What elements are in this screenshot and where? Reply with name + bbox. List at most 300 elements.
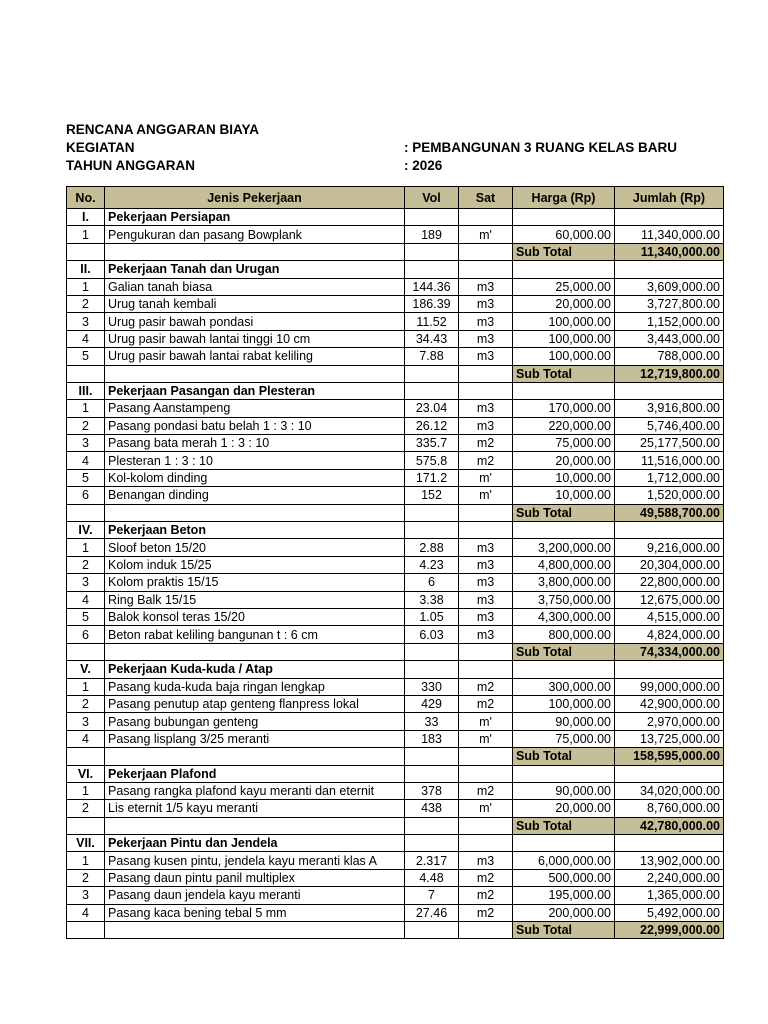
item-number: 5 xyxy=(67,608,105,625)
item-unit: m2 xyxy=(459,435,513,452)
empty-cell xyxy=(405,643,459,660)
item-number: 4 xyxy=(67,730,105,747)
subtotal-value: 11,340,000.00 xyxy=(615,243,724,260)
item-price: 3,800,000.00 xyxy=(513,574,615,591)
subtotal-label: Sub Total xyxy=(513,365,615,382)
item-price: 60,000.00 xyxy=(513,226,615,243)
item-amount: 1,520,000.00 xyxy=(615,487,724,504)
item-name: Pasang kusen pintu, jendela kayu meranti klas A xyxy=(105,852,405,869)
table-row xyxy=(67,800,724,817)
empty-cell xyxy=(459,209,513,226)
item-number: 1 xyxy=(67,539,105,556)
item-unit: m3 xyxy=(459,417,513,434)
item-amount: 1,365,000.00 xyxy=(615,887,724,904)
table-row xyxy=(67,730,724,747)
section-header-row xyxy=(67,835,724,852)
subtotal-value: 49,588,700.00 xyxy=(615,504,724,521)
empty-cell xyxy=(405,835,459,852)
item-unit: m' xyxy=(459,226,513,243)
empty-cell xyxy=(513,765,615,782)
empty-cell xyxy=(67,643,105,660)
table-row xyxy=(67,539,724,556)
item-amount: 12,675,000.00 xyxy=(615,591,724,608)
empty-cell xyxy=(405,365,459,382)
empty-cell xyxy=(513,261,615,278)
empty-cell xyxy=(459,522,513,539)
subtotal-row xyxy=(67,748,724,765)
subtotal-row xyxy=(67,643,724,660)
column-header-sat: Sat xyxy=(459,187,513,209)
table-row xyxy=(67,435,724,452)
item-volume: 2.88 xyxy=(405,539,459,556)
item-volume: 330 xyxy=(405,678,459,695)
item-price: 170,000.00 xyxy=(513,400,615,417)
empty-cell xyxy=(615,765,724,782)
item-volume: 3.38 xyxy=(405,591,459,608)
item-price: 100,000.00 xyxy=(513,313,615,330)
column-header-jumlah: Jumlah (Rp) xyxy=(615,187,724,209)
table-row xyxy=(67,591,724,608)
empty-cell xyxy=(615,261,724,278)
empty-cell xyxy=(513,209,615,226)
item-number: 1 xyxy=(67,678,105,695)
item-price: 800,000.00 xyxy=(513,626,615,643)
tahun-value: : 2026 xyxy=(404,158,443,173)
section-title: Pekerjaan Kuda-kuda / Atap xyxy=(105,661,405,678)
item-name: Pasang lisplang 3/25 meranti xyxy=(105,730,405,747)
section-header-row xyxy=(67,661,724,678)
item-name: Pasang bata merah 1 : 3 : 10 xyxy=(105,435,405,452)
subtotal-label: Sub Total xyxy=(513,243,615,260)
item-volume: 6 xyxy=(405,574,459,591)
tahun-label: TAHUN ANGGARAN xyxy=(66,158,195,173)
item-name: Pengukuran dan pasang Bowplank xyxy=(105,226,405,243)
empty-cell xyxy=(459,643,513,660)
item-volume: 378 xyxy=(405,782,459,799)
kegiatan-value: : PEMBANGUNAN 3 RUANG KELAS BARU xyxy=(404,140,678,155)
table-row xyxy=(67,295,724,312)
item-price: 75,000.00 xyxy=(513,730,615,747)
empty-cell xyxy=(459,243,513,260)
item-name: Kolom praktis 15/15 xyxy=(105,574,405,591)
subtotal-value: 42,780,000.00 xyxy=(615,817,724,834)
item-amount: 3,727,800.00 xyxy=(615,295,724,312)
item-price: 75,000.00 xyxy=(513,435,615,452)
section-number: IV. xyxy=(67,522,105,539)
table-row xyxy=(67,887,724,904)
empty-cell xyxy=(615,382,724,399)
empty-cell xyxy=(459,748,513,765)
empty-cell xyxy=(67,922,105,939)
document-title: RENCANA ANGGARAN BIAYA xyxy=(66,122,260,137)
empty-cell xyxy=(405,817,459,834)
item-name: Beton rabat keliling bangunan t : 6 cm xyxy=(105,626,405,643)
item-unit: m' xyxy=(459,800,513,817)
item-volume: 6.03 xyxy=(405,626,459,643)
item-unit: m3 xyxy=(459,591,513,608)
table-row xyxy=(67,713,724,730)
item-price: 500,000.00 xyxy=(513,869,615,886)
item-name: Balok konsol teras 15/20 xyxy=(105,608,405,625)
item-unit: m3 xyxy=(459,608,513,625)
item-amount: 5,492,000.00 xyxy=(615,904,724,921)
empty-cell xyxy=(405,382,459,399)
empty-cell xyxy=(615,209,724,226)
item-unit: m3 xyxy=(459,556,513,573)
item-number: 2 xyxy=(67,695,105,712)
subtotal-value: 158,595,000.00 xyxy=(615,748,724,765)
empty-cell xyxy=(405,261,459,278)
section-number: I. xyxy=(67,209,105,226)
item-amount: 5,746,400.00 xyxy=(615,417,724,434)
empty-cell xyxy=(459,382,513,399)
section-header-row xyxy=(67,522,724,539)
table-row xyxy=(67,782,724,799)
item-volume: 11.52 xyxy=(405,313,459,330)
section-number: III. xyxy=(67,382,105,399)
item-number: 6 xyxy=(67,626,105,643)
empty-cell xyxy=(105,817,405,834)
column-header-no: No. xyxy=(67,187,105,209)
table-row xyxy=(67,226,724,243)
item-number: 2 xyxy=(67,556,105,573)
item-price: 90,000.00 xyxy=(513,782,615,799)
table-row xyxy=(67,574,724,591)
item-unit: m3 xyxy=(459,295,513,312)
section-number: VI. xyxy=(67,765,105,782)
item-name: Galian tanah biasa xyxy=(105,278,405,295)
item-number: 2 xyxy=(67,417,105,434)
table-row xyxy=(67,695,724,712)
empty-cell xyxy=(459,817,513,834)
section-number: VII. xyxy=(67,835,105,852)
item-amount: 3,916,800.00 xyxy=(615,400,724,417)
item-amount: 788,000.00 xyxy=(615,348,724,365)
item-volume: 171.2 xyxy=(405,469,459,486)
empty-cell xyxy=(105,243,405,260)
item-price: 20,000.00 xyxy=(513,295,615,312)
item-price: 100,000.00 xyxy=(513,348,615,365)
item-amount: 25,177,500.00 xyxy=(615,435,724,452)
item-name: Urug tanah kembali xyxy=(105,295,405,312)
empty-cell xyxy=(459,504,513,521)
item-name: Pasang kaca bening tebal 5 mm xyxy=(105,904,405,921)
subtotal-row xyxy=(67,922,724,939)
item-unit: m3 xyxy=(459,574,513,591)
item-number: 1 xyxy=(67,226,105,243)
item-name: Pasang penutup atap genteng flanpress lokal xyxy=(105,695,405,712)
item-name: Kol-kolom dinding xyxy=(105,469,405,486)
item-name: Kolom induk 15/25 xyxy=(105,556,405,573)
item-volume: 335.7 xyxy=(405,435,459,452)
item-volume: 34.43 xyxy=(405,330,459,347)
item-volume: 429 xyxy=(405,695,459,712)
item-number: 3 xyxy=(67,887,105,904)
item-amount: 2,240,000.00 xyxy=(615,869,724,886)
subtotal-row xyxy=(67,817,724,834)
item-name: Pasang daun pintu panil multiplex xyxy=(105,869,405,886)
item-number: 4 xyxy=(67,330,105,347)
subtotal-label: Sub Total xyxy=(513,504,615,521)
subtotal-label: Sub Total xyxy=(513,748,615,765)
empty-cell xyxy=(105,365,405,382)
item-unit: m3 xyxy=(459,539,513,556)
empty-cell xyxy=(459,835,513,852)
item-name: Urug pasir bawah pondasi xyxy=(105,313,405,330)
item-number: 4 xyxy=(67,904,105,921)
item-price: 3,200,000.00 xyxy=(513,539,615,556)
column-header-jenis-pekerjaan: Jenis Pekerjaan xyxy=(105,187,405,209)
subtotal-label: Sub Total xyxy=(513,817,615,834)
item-unit: m3 xyxy=(459,313,513,330)
item-unit: m2 xyxy=(459,678,513,695)
item-unit: m3 xyxy=(459,330,513,347)
table-row xyxy=(67,852,724,869)
empty-cell xyxy=(105,504,405,521)
empty-cell xyxy=(513,835,615,852)
empty-cell xyxy=(459,922,513,939)
section-title: Pekerjaan Pasangan dan Plesteran xyxy=(105,382,405,399)
item-amount: 22,800,000.00 xyxy=(615,574,724,591)
item-unit: m2 xyxy=(459,782,513,799)
table-row xyxy=(67,869,724,886)
item-amount: 42,900,000.00 xyxy=(615,695,724,712)
table-row xyxy=(67,400,724,417)
item-name: Benangan dinding xyxy=(105,487,405,504)
item-amount: 1,712,000.00 xyxy=(615,469,724,486)
column-header-harga: Harga (Rp) xyxy=(513,187,615,209)
item-amount: 8,760,000.00 xyxy=(615,800,724,817)
table-row xyxy=(67,278,724,295)
item-volume: 26.12 xyxy=(405,417,459,434)
item-name: Pasang pondasi batu belah 1 : 3 : 10 xyxy=(105,417,405,434)
item-number: 3 xyxy=(67,574,105,591)
table-row xyxy=(67,469,724,486)
item-unit: m3 xyxy=(459,348,513,365)
item-amount: 3,443,000.00 xyxy=(615,330,724,347)
empty-cell xyxy=(67,243,105,260)
empty-cell xyxy=(459,661,513,678)
empty-cell xyxy=(513,382,615,399)
table-row xyxy=(67,678,724,695)
section-title: Pekerjaan Plafond xyxy=(105,765,405,782)
item-volume: 7.88 xyxy=(405,348,459,365)
item-price: 25,000.00 xyxy=(513,278,615,295)
empty-cell xyxy=(405,209,459,226)
item-volume: 33 xyxy=(405,713,459,730)
section-header-row xyxy=(67,382,724,399)
empty-cell xyxy=(405,661,459,678)
item-name: Urug pasir bawah lantai rabat keliling xyxy=(105,348,405,365)
item-amount: 20,304,000.00 xyxy=(615,556,724,573)
item-name: Pasang rangka plafond kayu meranti dan eternit xyxy=(105,782,405,799)
table-body xyxy=(67,209,724,939)
item-amount: 4,515,000.00 xyxy=(615,608,724,625)
budget-table xyxy=(66,186,724,939)
item-unit: m3 xyxy=(459,626,513,643)
item-number: 4 xyxy=(67,452,105,469)
item-unit: m3 xyxy=(459,278,513,295)
empty-cell xyxy=(405,922,459,939)
item-amount: 11,340,000.00 xyxy=(615,226,724,243)
item-name: Pasang daun jendela kayu meranti xyxy=(105,887,405,904)
item-name: Pasang kuda-kuda baja ringan lengkap xyxy=(105,678,405,695)
item-volume: 2.317 xyxy=(405,852,459,869)
item-volume: 438 xyxy=(405,800,459,817)
item-unit: m' xyxy=(459,730,513,747)
item-unit: m3 xyxy=(459,400,513,417)
item-number: 2 xyxy=(67,800,105,817)
section-header-row xyxy=(67,209,724,226)
item-name: Lis eternit 1/5 kayu meranti xyxy=(105,800,405,817)
empty-cell xyxy=(67,504,105,521)
section-title: Pekerjaan Persiapan xyxy=(105,209,405,226)
subtotal-row xyxy=(67,243,724,260)
item-unit: m2 xyxy=(459,452,513,469)
item-volume: 1.05 xyxy=(405,608,459,625)
empty-cell xyxy=(67,817,105,834)
item-number: 3 xyxy=(67,713,105,730)
item-price: 220,000.00 xyxy=(513,417,615,434)
item-unit: m2 xyxy=(459,887,513,904)
empty-cell xyxy=(405,522,459,539)
section-title: Pekerjaan Tanah dan Urugan xyxy=(105,261,405,278)
empty-cell xyxy=(405,748,459,765)
item-number: 2 xyxy=(67,295,105,312)
item-price: 195,000.00 xyxy=(513,887,615,904)
item-number: 3 xyxy=(67,313,105,330)
column-header-vol: Vol xyxy=(405,187,459,209)
section-number: II. xyxy=(67,261,105,278)
table-header-row xyxy=(67,187,724,209)
item-amount: 1,152,000.00 xyxy=(615,313,724,330)
tahun-row xyxy=(66,157,706,175)
subtotal-value: 12,719,800.00 xyxy=(615,365,724,382)
empty-cell xyxy=(513,522,615,539)
item-unit: m3 xyxy=(459,852,513,869)
item-unit: m2 xyxy=(459,695,513,712)
empty-cell xyxy=(615,835,724,852)
section-header-row xyxy=(67,261,724,278)
table-row xyxy=(67,608,724,625)
item-amount: 11,516,000.00 xyxy=(615,452,724,469)
table-row xyxy=(67,556,724,573)
table-row xyxy=(67,330,724,347)
item-number: 4 xyxy=(67,591,105,608)
item-amount: 13,725,000.00 xyxy=(615,730,724,747)
item-amount: 4,824,000.00 xyxy=(615,626,724,643)
item-unit: m' xyxy=(459,469,513,486)
item-price: 4,300,000.00 xyxy=(513,608,615,625)
item-volume: 7 xyxy=(405,887,459,904)
item-volume: 186.39 xyxy=(405,295,459,312)
empty-cell xyxy=(459,765,513,782)
section-number: V. xyxy=(67,661,105,678)
item-price: 10,000.00 xyxy=(513,487,615,504)
table-row xyxy=(67,626,724,643)
subtotal-label: Sub Total xyxy=(513,922,615,939)
item-name: Plesteran 1 : 3 : 10 xyxy=(105,452,405,469)
item-price: 6,000,000.00 xyxy=(513,852,615,869)
item-amount: 99,000,000.00 xyxy=(615,678,724,695)
item-price: 3,750,000.00 xyxy=(513,591,615,608)
item-number: 1 xyxy=(67,852,105,869)
item-volume: 27.46 xyxy=(405,904,459,921)
item-amount: 34,020,000.00 xyxy=(615,782,724,799)
empty-cell xyxy=(513,661,615,678)
subtotal-row xyxy=(67,365,724,382)
item-number: 6 xyxy=(67,487,105,504)
table-row xyxy=(67,452,724,469)
empty-cell xyxy=(459,365,513,382)
item-number: 5 xyxy=(67,348,105,365)
item-amount: 13,902,000.00 xyxy=(615,852,724,869)
item-name: Pasang bubungan genteng xyxy=(105,713,405,730)
empty-cell xyxy=(105,643,405,660)
table-row xyxy=(67,313,724,330)
subtotal-row xyxy=(67,504,724,521)
item-volume: 183 xyxy=(405,730,459,747)
item-price: 20,000.00 xyxy=(513,800,615,817)
item-price: 100,000.00 xyxy=(513,695,615,712)
item-amount: 9,216,000.00 xyxy=(615,539,724,556)
empty-cell xyxy=(615,522,724,539)
item-volume: 575.8 xyxy=(405,452,459,469)
empty-cell xyxy=(105,922,405,939)
item-price: 90,000.00 xyxy=(513,713,615,730)
table-row xyxy=(67,348,724,365)
empty-cell xyxy=(405,504,459,521)
empty-cell xyxy=(67,748,105,765)
item-price: 300,000.00 xyxy=(513,678,615,695)
table-row xyxy=(67,417,724,434)
item-volume: 152 xyxy=(405,487,459,504)
kegiatan-label: KEGIATAN xyxy=(66,140,135,155)
item-name: Pasang Aanstampeng xyxy=(105,400,405,417)
subtotal-value: 22,999,000.00 xyxy=(615,922,724,939)
item-unit: m' xyxy=(459,713,513,730)
table-row xyxy=(67,904,724,921)
item-volume: 4.23 xyxy=(405,556,459,573)
empty-cell xyxy=(105,748,405,765)
item-number: 5 xyxy=(67,469,105,486)
item-price: 20,000.00 xyxy=(513,452,615,469)
subtotal-value: 74,334,000.00 xyxy=(615,643,724,660)
item-price: 200,000.00 xyxy=(513,904,615,921)
item-unit: m2 xyxy=(459,904,513,921)
empty-cell xyxy=(405,243,459,260)
table-row xyxy=(67,487,724,504)
item-price: 10,000.00 xyxy=(513,469,615,486)
item-price: 4,800,000.00 xyxy=(513,556,615,573)
kegiatan-row xyxy=(66,139,706,157)
item-unit: m' xyxy=(459,487,513,504)
empty-cell xyxy=(459,261,513,278)
item-number: 2 xyxy=(67,869,105,886)
empty-cell xyxy=(67,365,105,382)
document-header xyxy=(66,121,706,175)
item-name: Sloof beton 15/20 xyxy=(105,539,405,556)
item-number: 1 xyxy=(67,400,105,417)
item-number: 1 xyxy=(67,782,105,799)
subtotal-label: Sub Total xyxy=(513,643,615,660)
item-number: 3 xyxy=(67,435,105,452)
item-volume: 189 xyxy=(405,226,459,243)
item-volume: 23.04 xyxy=(405,400,459,417)
empty-cell xyxy=(405,765,459,782)
section-title: Pekerjaan Pintu dan Jendela xyxy=(105,835,405,852)
item-name: Urug pasir bawah lantai tinggi 10 cm xyxy=(105,330,405,347)
